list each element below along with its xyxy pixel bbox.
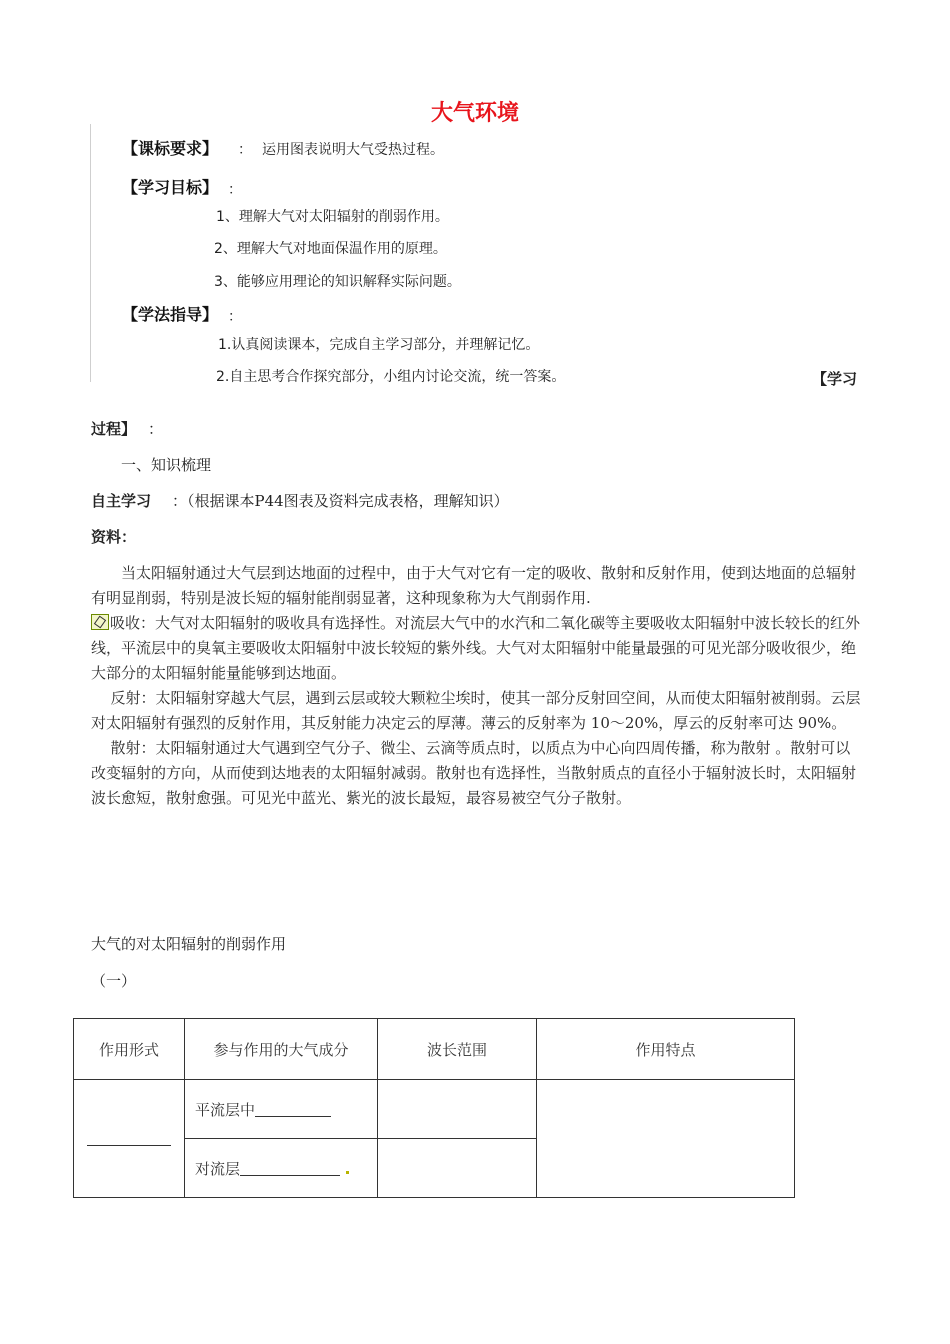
- goal-item: 1、理解大气对太阳辐射的削弱作用。: [216, 209, 449, 225]
- table-row: [74, 1080, 795, 1139]
- table-header: 作用特点: [537, 1019, 795, 1080]
- image-panel-border: [90, 124, 91, 382]
- weakening-table: [73, 1018, 795, 1198]
- process-colon: ：: [148, 420, 164, 438]
- component-blank[interactable]: [255, 1102, 331, 1117]
- self-study-text: ：（根据课本P44图表及资料完成表格，理解知识）: [172, 492, 509, 510]
- knowledge-heading: 一、知识梳理: [121, 456, 212, 474]
- component-troposphere: 对流层: [195, 1159, 241, 1178]
- goal-item: 3、能够应用理论的知识解释实际问题。: [214, 274, 461, 290]
- wavelength-cell[interactable]: [378, 1080, 537, 1139]
- process-label-part2: 过程】: [91, 420, 137, 438]
- kebiao-colon: ：: [238, 142, 252, 158]
- kebiao-text: 运用图表说明大气受热过程。: [262, 142, 444, 158]
- component-blank[interactable]: [240, 1161, 340, 1176]
- zhidao-colon: ：: [228, 309, 242, 325]
- paragraph-intro: 当太阳辐射通过大气层到达地面的过程中，由于大气对它有一定的吸收、散射和反射作用，使到达地面的总辐射有明显削弱，特别是波长短的辐射能削弱显著，这种现象称为大气削弱作用.: [91, 564, 857, 607]
- mubiao-label: 【学习目标】: [122, 178, 219, 197]
- paragraph-absorption: [91, 611, 863, 686]
- table-header: 参与作用的大气成分: [185, 1019, 378, 1080]
- paragraph-absorption-text: 吸收：大气对太阳辐射的吸收具有选择性。对流层大气中的水汽和二氧化碳等主要吸收太阳辐射中波长较长的红外线，平流层中的臭氧主要吸收太阳辐射中波长较短的紫外线。大气对太阳辐射中能量最强的可见光部分吸收很少，绝大部分的太阳辐射能量能够到达地面。: [91, 614, 861, 682]
- component-cell: [185, 1080, 378, 1139]
- page-title: 大气环境: [430, 101, 519, 126]
- section-heading: 大气的对太阳辐射的削弱作用: [91, 935, 287, 953]
- wavelength-cell[interactable]: [378, 1139, 537, 1198]
- mark-dot: [346, 1171, 349, 1174]
- process-label-part1: 【学习: [812, 370, 858, 388]
- table-header: 作用形式: [74, 1019, 185, 1080]
- guide-item: 1.认真阅读课本，完成自主学习部分，并理解记忆。: [218, 337, 540, 353]
- form-cell[interactable]: [74, 1080, 185, 1198]
- paragraph-scattering: 散射：太阳辐射通过大气遇到空气分子、微尘、云滴等质点时，以质点为中心向四周传播，称为散射 。散射可以改变辐射的方向，从而使到达地表的太阳辐射减弱。散射也有选择性，当散射质点的直径小于辐射波长时，太阳辐射波长愈短，散射愈强。可见光中蓝光、紫光的波长最短，最容易被空气分子散射。: [91, 739, 857, 807]
- component-cell: [185, 1139, 378, 1198]
- material-label: 资料：: [91, 528, 137, 546]
- zhidao-label: 【学法指导】: [122, 305, 219, 324]
- table-header-row: [74, 1019, 795, 1080]
- form-blank[interactable]: [87, 1131, 171, 1146]
- feature-cell[interactable]: [537, 1080, 795, 1198]
- material-text: [91, 561, 863, 811]
- goal-item: 2、理解大气对地面保温作用的原理。: [214, 241, 447, 257]
- pencil-icon: [91, 614, 109, 630]
- self-study-label: 自主学习: [91, 492, 152, 510]
- component-stratosphere: 平流层中: [195, 1100, 256, 1119]
- table-header: 波长范围: [378, 1019, 537, 1080]
- section-sub: （一）: [91, 972, 137, 990]
- kebiao-label: 【课标要求】: [122, 139, 219, 158]
- paragraph-reflection: 反射：太阳辐射穿越大气层，遇到云层或较大颗粒尘埃时，使其一部分反射回空间，从而使太阳辐射被削弱。云层对太阳辐射有强烈的反射作用，其反射能力决定云的厚薄。薄云的反射率为 10～20%，厚云的反射率可达 90%。: [91, 689, 861, 732]
- guide-item: 2.自主思考合作探究部分，小组内讨论交流，统一答案。: [216, 369, 566, 385]
- mubiao-colon: ：: [228, 182, 242, 198]
